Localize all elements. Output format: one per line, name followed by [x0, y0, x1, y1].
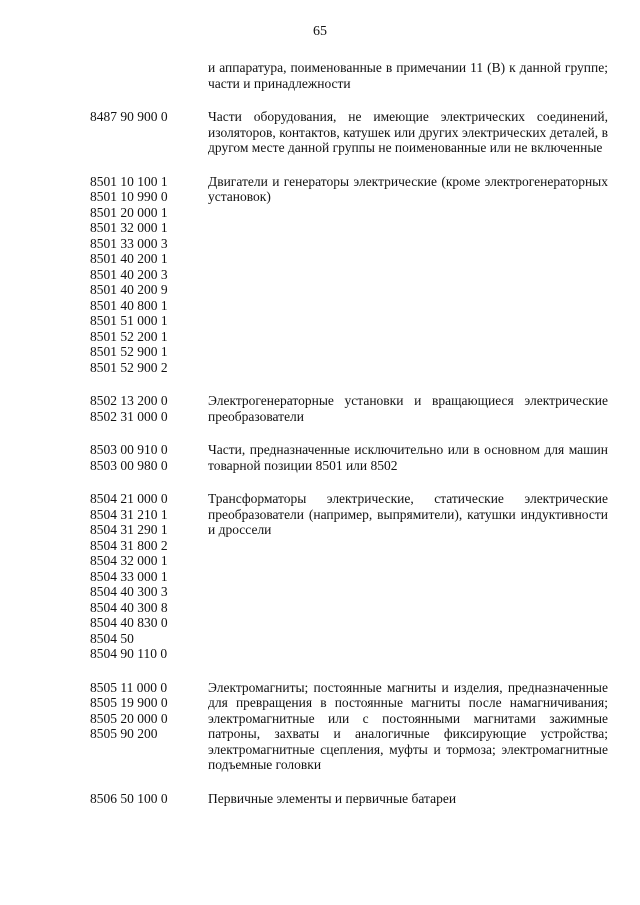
code-column	[90, 393, 208, 424]
code: 8504 50	[90, 630, 134, 646]
code: 8504 31 210 1	[90, 506, 168, 522]
code-column	[90, 680, 208, 742]
code: 8504 90 110 0	[90, 646, 168, 661]
code: 8487 90 900 0	[90, 109, 168, 124]
code: 8503 00 910 0	[90, 442, 168, 457]
code: 8505 90 200	[90, 726, 158, 741]
code: 8501 52 900 2	[90, 359, 168, 375]
code: 8501 20 000 1	[90, 204, 168, 220]
code: 8501 52 200 1	[90, 328, 168, 344]
code: 8505 20 000 0	[90, 710, 168, 726]
list-entry	[90, 491, 608, 662]
code: 8501 40 800 1	[90, 297, 168, 313]
code: 8504 31 290 1	[90, 522, 168, 537]
code: 8504 33 000 1	[90, 568, 168, 584]
code: 8505 19 900 0	[90, 695, 168, 710]
list-entry	[90, 109, 608, 156]
code: 8501 40 200 9	[90, 282, 168, 297]
entry-description: Трансформаторы электрические, статические электрические преобразователи (например, выпрямители), катушки индуктивности и дроссели	[208, 491, 608, 537]
code: 8502 13 200 0	[90, 393, 168, 408]
code: 8504 40 830 0	[90, 615, 168, 630]
code: 8501 32 000 1	[90, 220, 168, 235]
code: 8504 31 800 2	[90, 537, 168, 553]
page-number: 65	[313, 24, 327, 39]
code: 8504 40 300 8	[90, 599, 168, 615]
tariff-code-list	[90, 60, 608, 806]
code: 8501 10 990 0	[90, 189, 168, 204]
code-column	[90, 442, 208, 473]
code-column	[90, 109, 208, 125]
code: 8504 32 000 1	[90, 553, 168, 568]
code: 8501 33 000 3	[90, 235, 168, 251]
list-entry	[90, 442, 608, 473]
entry-description: и аппаратура, поименованные в примечании 11 (В) к данной группе; части и принадлежности	[208, 60, 608, 91]
code-column	[90, 491, 208, 662]
list-entry	[90, 60, 608, 91]
list-entry	[90, 174, 608, 376]
entry-description: Части оборудования, не имеющие электрических соединений, изоляторов, контактов, катушек или других электрических деталей, в другом месте данной группы не поименованные или не включенные	[208, 109, 608, 155]
code: 8504 21 000 0	[90, 491, 168, 506]
code: 8501 52 900 1	[90, 344, 168, 359]
list-entry	[90, 680, 608, 773]
code: 8505 11 000 0	[90, 679, 168, 695]
code: 8501 40 200 1	[90, 251, 168, 266]
code-column	[90, 174, 208, 376]
code: 8501 51 000 1	[90, 313, 168, 328]
entry-description: Первичные элементы и первичные батареи	[208, 790, 457, 806]
code: 8504 40 300 3	[90, 584, 168, 599]
code: 8503 00 980 0	[90, 457, 168, 473]
code: 8501 10 100 1	[90, 173, 168, 189]
entry-description: Части, предназначенные исключительно или в основном для машин товарной позиции 8501 или 8502	[208, 442, 608, 473]
code: 8502 31 000 0	[90, 408, 168, 424]
code-column	[90, 791, 208, 807]
entry-description: Электрогенераторные установки и вращающиеся электрические преобразователи	[208, 393, 608, 424]
entry-description: Двигатели и генераторы электрические (кроме электрогенераторных установок)	[208, 173, 608, 204]
code: 8501 40 200 3	[90, 266, 168, 282]
list-entry	[90, 393, 608, 424]
code: 8506 50 100 0	[90, 790, 168, 806]
entry-description: Электромагниты; постоянные магниты и изделия, предназначенные для превращения в постоянные магниты после намагничивания; электромагнитные или с постоянными магнитами зажимные патроны, захваты и аналогичные фиксирующие устройства; электромагнитные сцепления, муфты и тормоза; электромагнитные подъемные головки	[208, 679, 608, 772]
list-entry	[90, 791, 608, 807]
